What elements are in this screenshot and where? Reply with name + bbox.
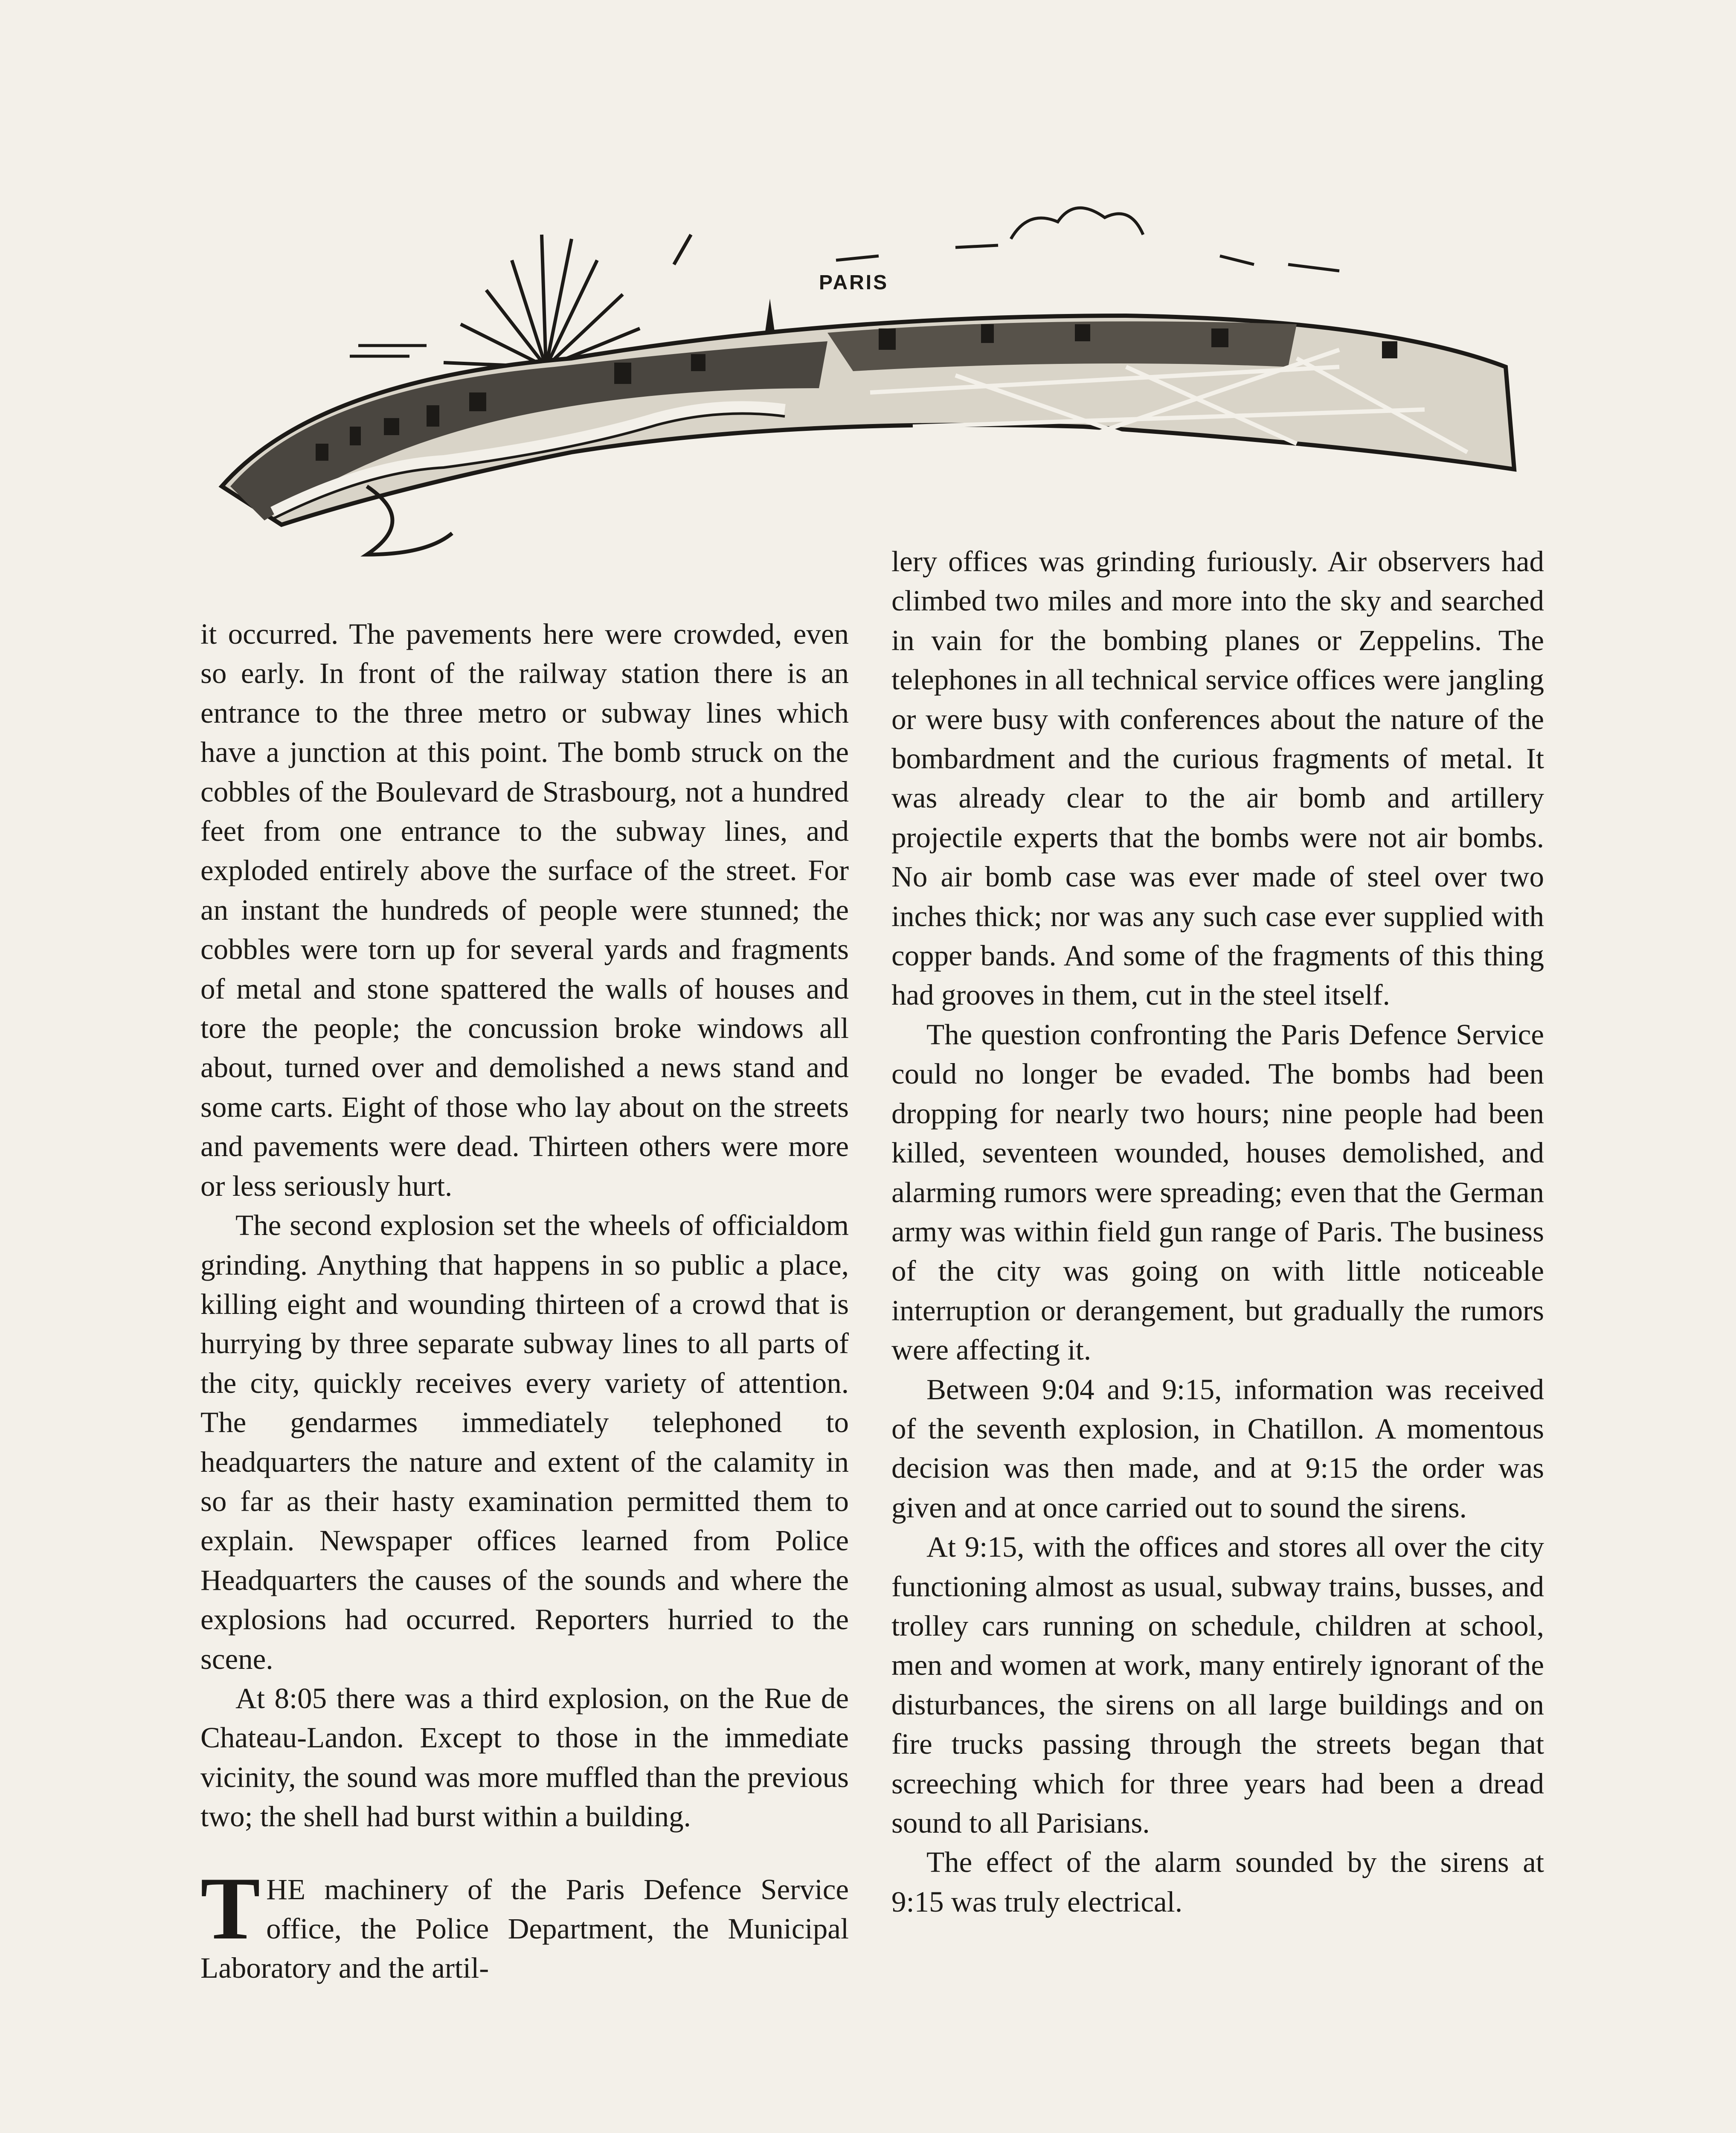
paragraph-4: lery offices was grinding furiously. Air observers had climbed two miles and more into the sky and searched in vain for the bombing planes or Zeppelins. The telephones in all technical service offices were jangling or were busy with conferences about the nature of the bombardment and the curious fragments of metal. It was already clear to the air bomb and artillery projectile experts that the bombs were not air bombs. No air bomb case was ever made of steel over two inches thick; nor was any such case ever supplied with copper bands. And some of the fragments of this thing had grooves in them, cut in the steel itself. bbox=[891, 545, 1544, 1011]
paragraph-3: At 8:05 there was a third explosion, on the Rue de Chateau-Landon. Except to those in the immediate vicinity, the sound was more muffled than the previous two; the shell had burst within a building. bbox=[200, 1682, 849, 1833]
paris-label: PARIS bbox=[819, 271, 889, 294]
left-column bbox=[200, 614, 849, 1988]
paragraph-7: At 9:15, with the offices and stores all over the city functioning almost as usual, subway trains, busses, and trolley cars running on schedule, children at school, men and women at work, many entirely ignorant of the disturbances, the sirens on all large buildings and on fire trucks passing through the streets began that screeching which for three years had been a dread sound to all Parisians. bbox=[891, 1531, 1544, 1839]
section-paragraph bbox=[200, 1859, 849, 1988]
dropcap-letter: T bbox=[200, 1859, 261, 1958]
paragraph-1: it occurred. The pavements here were crowded, even so early. In front of the railway station there is an entrance to the three metro or subway lines which have a junction at this point. The bomb struck on the cobbles of the Boulevard de Strasbourg, not a hundred feet from one entrance to the subway lines, and exploded entirely above the surface of the street. For an instant the hundreds of people were stunned; the cobbles were torn up for several yards and fragments of metal and stone spattered the walls of houses and tore the people; the concussion broke windows all about, turned over and demolished a news stand and some carts. Eight of those who lay about on the streets and pavements were dead. Thirteen others were more or less seriously hurt. bbox=[200, 618, 849, 1202]
paragraph-6: Between 9:04 and 9:15, information was received of the seventh explosion, in Chatillon. A momentous decision was then made, and at 9:15 the order was given and at once carried out to sound the sirens. bbox=[891, 1373, 1544, 1524]
paragraph-5: The question confronting the Paris Defence Service could no longer be evaded. The bombs had been dropping for nearly two hours; nine people had been killed, seventeen wounded, houses demolished, and alarming rumors were spreading; even that the German army was within field gun range of Paris. The business of the city was going on with little noticeable interruption or derangement, but gradually the rumors were affecting it. bbox=[891, 1018, 1544, 1366]
right-column bbox=[891, 542, 1544, 1921]
section-text: HE machinery of the Paris Defence Service office, the Police Department, the Municipal Laboratory and the artil- bbox=[200, 1873, 849, 1985]
paragraph-2: The second explosion set the wheels of officialdom grinding. Anything that happens in so public a place, killing eight and wounding thirteen of a crowd that is hurrying by three separate subway lines to all parts of the city, quickly receives every variety of attention. The gendarmes immediately telephoned to headquarters the nature and extent of the calamity in so far as their hasty examination permitted them to explain. Newspaper offices learned from Police Headquarters the causes of the sounds and where the explosions had occurred. Reporters hurried to the scene. bbox=[200, 1209, 849, 1675]
paragraph-8: The effect of the alarm sounded by the sirens at 9:15 was truly electrical. bbox=[891, 1846, 1544, 1918]
